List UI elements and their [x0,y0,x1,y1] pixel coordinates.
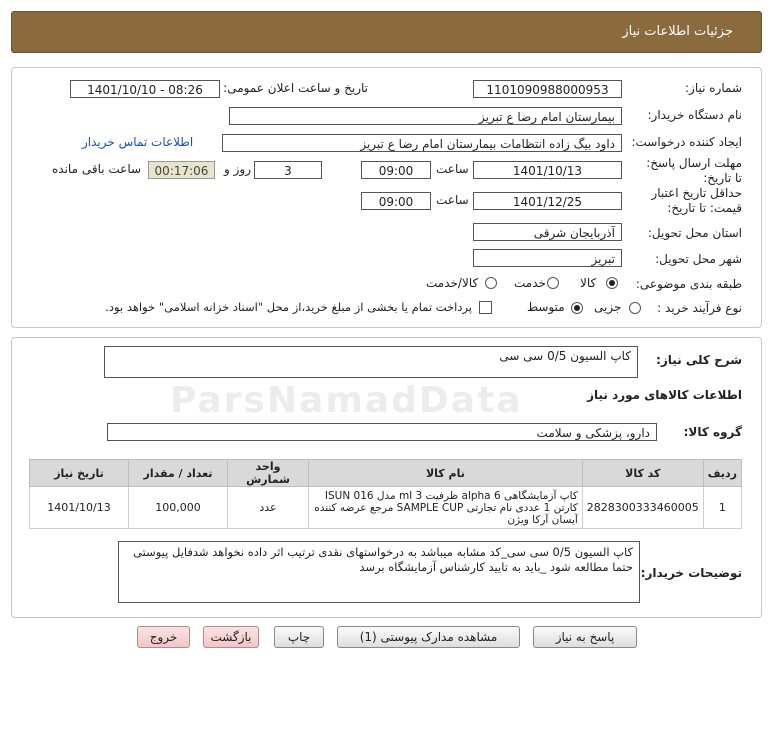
deadline-time-field: 09:00 [361,161,431,179]
category-option-goods: کالا [580,276,597,290]
category-option-service: خدمت [514,276,546,290]
city-field: تبریز [473,249,622,267]
buyer-contact-link[interactable]: اطلاعات تماس خریدار [82,135,194,149]
goods-info-title: اطلاعات کالاهای مورد نیاز [587,388,742,402]
creator-label: ایجاد کننده درخواست: [631,135,742,149]
cell-goods-code: 2828300333460005 [582,487,703,529]
col-row: ردیف [703,460,741,487]
deadline-date-field: 1401/10/13 [473,161,622,179]
cell-goods-name: کاپ آزمایشگاهی alpha 6 ظرفیت ml 3 مدل ISUN 016 کارتن 1 عددی نام تجارتی SAMPLE CUP مرجع عرضه کننده آیسان آرکا ویژن [309,487,583,529]
col-need-date: تاریخ نیاز [30,460,129,487]
attachments-button[interactable]: مشاهده مدارک پیوستی (1) [337,626,520,648]
province-label: استان محل تحویل: [647,226,742,240]
back-button[interactable]: بازگشت [203,626,259,648]
deadline-label: مهلت ارسال پاسخ: تا تاریخ: [646,156,742,185]
city-label: شهر محل تحویل: [655,252,742,266]
buyer-field: بیمارستان امام رضا ع تبریز [229,107,622,125]
page-header [11,11,762,53]
validity-time-label: ساعت [436,193,469,207]
buyer-label: نام دستگاه خریدار: [647,108,742,122]
table-header-row [30,460,742,487]
watermark: ParsNamadData [170,380,523,421]
goods-group-field: دارو، پزشکی و سلامت [107,423,657,441]
days-label: روز و [224,162,251,176]
cell-unit: عدد [228,487,309,529]
category-radio-service[interactable] [547,277,559,289]
page-title: جزئیات اطلاعات نیاز [622,24,733,39]
category-option-goods-service: کالا/خدمت [426,276,479,290]
need-number-label: شماره نیاز: [685,81,742,95]
process-radio-minor[interactable] [629,302,641,314]
category-radio-goods-service[interactable] [485,277,497,289]
province-field: آذربایجان شرقی [473,223,622,241]
process-option-medium: متوسط [527,300,565,314]
category-label: طبقه بندی موضوعی: [635,277,742,291]
goods-table [29,459,742,529]
category-radio-goods[interactable] [606,277,618,289]
col-goods-name: نام کالا [309,460,583,487]
cell-row: 1 [703,487,741,529]
process-option-minor: جزیی [594,300,622,314]
creator-field: داود بیگ زاده انتظامات بیمارستان امام رضا ع تبریز [222,134,622,152]
treasury-note: پرداخت تمام یا بخشی از مبلغ خرید،از محل "اسناد خزانه اسلامی" خواهد بود. [105,300,472,314]
exit-button[interactable]: خروج [137,626,190,648]
validity-time-field: 09:00 [361,192,431,210]
col-unit: واحد شمارش [228,460,309,487]
treasury-checkbox[interactable] [479,301,492,314]
process-label: نوع فرآیند خرید : [657,301,742,315]
need-number-field: 1101090988000953 [473,80,622,98]
goods-group-label: گروه کالا: [683,425,742,439]
days-remaining-field: 3 [254,161,322,179]
summary-field: کاپ السیون 0/5 سی سی [104,346,638,378]
summary-label: شرح کلی نیاز: [656,353,742,367]
buyer-notes-label: توضیحات خریدار: [640,566,742,580]
validity-label: حداقل تاریخ اعتبار قیمت: تا تاریخ: [651,186,742,215]
deadline-time-label: ساعت [436,162,469,176]
cell-need-date: 1401/10/13 [30,487,129,529]
announce-label: تاریخ و ساعت اعلان عمومی: [223,81,368,95]
process-radio-medium[interactable] [571,302,583,314]
validity-date-field: 1401/12/25 [473,192,622,210]
cell-quantity: 100,000 [129,487,228,529]
remaining-time-label: ساعت باقی مانده [52,162,142,176]
reply-button[interactable]: پاسخ به نیاز [533,626,637,648]
table-row[interactable] [30,487,742,529]
print-button[interactable]: چاپ [274,626,324,648]
col-goods-code: کد کالا [582,460,703,487]
buyer-notes-field: کاپ السیون 0/5 سی سی_کد مشابه میباشد به درخواستهای نقدی ترتیب اثر داده نخواهد شدفایل پیوستی حتما مطالعه شود _باید به تایید کارشناس آزمایشگاه برسد [118,541,640,603]
remaining-time-field: 00:17:06 [148,161,215,179]
col-quantity: تعداد / مقدار [129,460,228,487]
announce-datetime-field: 1401/10/10 - 08:26 [70,80,220,98]
